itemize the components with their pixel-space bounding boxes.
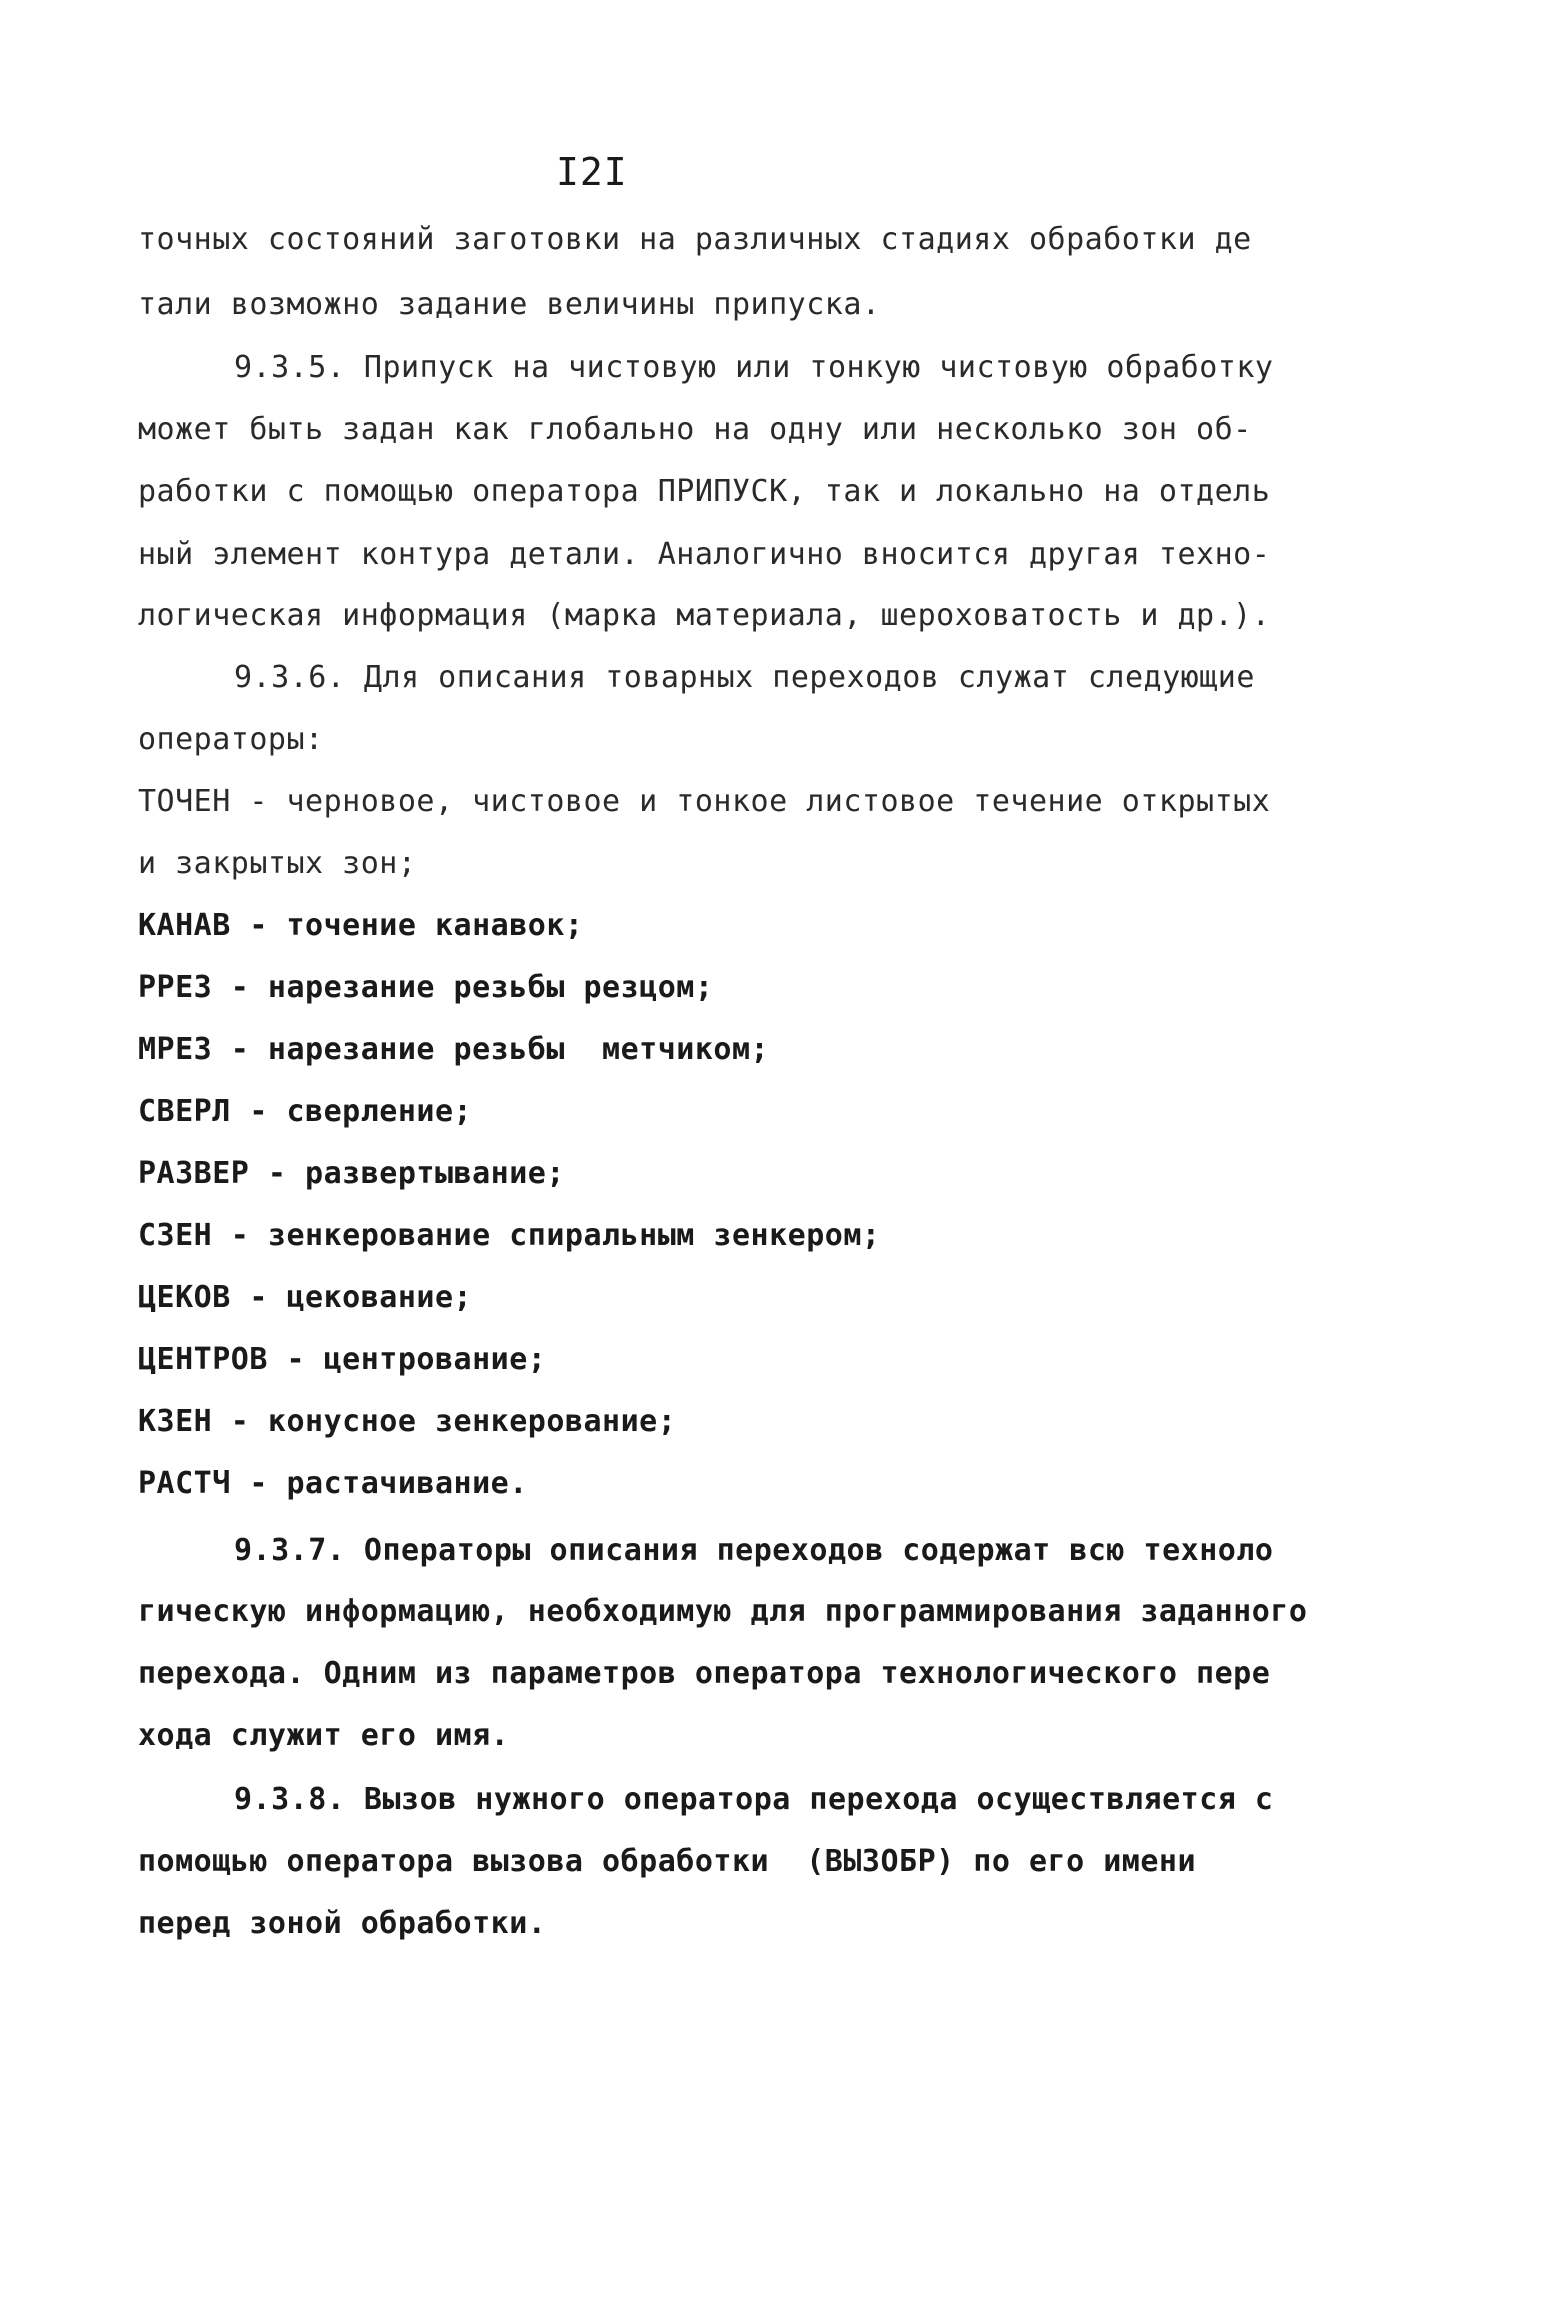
text-line: КАНАВ - точение канавок; <box>138 908 584 943</box>
text-line: и закрытых зон; <box>138 846 417 881</box>
text-line: ный элемент контура детали. Аналогично вносится другая техно- <box>138 537 1271 572</box>
text-line: хода служит его имя. <box>138 1718 510 1753</box>
text-line: точных состояний заготовки на различных стадиях обработки де <box>138 222 1252 257</box>
text-line: гическую информацию, необходимую для программирования заданного <box>138 1594 1308 1629</box>
text-line: может быть задан как глобально на одну или несколько зон об- <box>138 412 1252 447</box>
text-line: МРЕЗ - нарезание резьбы метчиком; <box>138 1032 770 1067</box>
text-line: перед зоной обработки. <box>138 1906 547 1941</box>
text-line: КЗЕН - конусное зенкерование; <box>138 1404 677 1439</box>
text-line: ЦЕКОВ - цекование; <box>138 1280 473 1315</box>
text-line: 9.3.5. Припуск на чистовую или тонкую чистовую обработку <box>234 350 1274 385</box>
text-line: операторы: <box>138 722 324 757</box>
text-line: 9.3.8. Вызов нужного оператора перехода осуществляется с <box>234 1782 1274 1817</box>
text-line: ЦЕНТРОВ - центрование; <box>138 1342 547 1377</box>
text-line: работки с помощью оператора ПРИПУСК, так и локально на отдель <box>138 474 1271 509</box>
text-line: логическая информация (марка материала, шероховатость и др.). <box>138 598 1271 633</box>
text-line: СЗЕН - зенкерование спиральным зенкером; <box>138 1218 881 1253</box>
text-line: РАСТЧ - растачивание. <box>138 1466 528 1501</box>
text-line: СВЕРЛ - сверление; <box>138 1094 473 1129</box>
text-line: перехода. Одним из параметров оператора технологического пере <box>138 1656 1271 1691</box>
page-number: I2I <box>556 150 628 194</box>
text-line: тали возможно задание величины припуска. <box>138 287 881 322</box>
text-line: РРЕЗ - нарезание резьбы резцом; <box>138 970 714 1005</box>
text-line: ТОЧЕН - черновое, чистовое и тонкое листовое течение открытых <box>138 784 1271 819</box>
text-line: 9.3.6. Для описания товарных переходов служат следующие <box>234 660 1255 695</box>
text-line: РАЗВЕР - развертывание; <box>138 1156 565 1191</box>
text-line: 9.3.7. Операторы описания переходов содержат всю техноло <box>234 1533 1274 1568</box>
text-line: помощью оператора вызова обработки (ВЫЗОБР) по его имени <box>138 1844 1197 1879</box>
